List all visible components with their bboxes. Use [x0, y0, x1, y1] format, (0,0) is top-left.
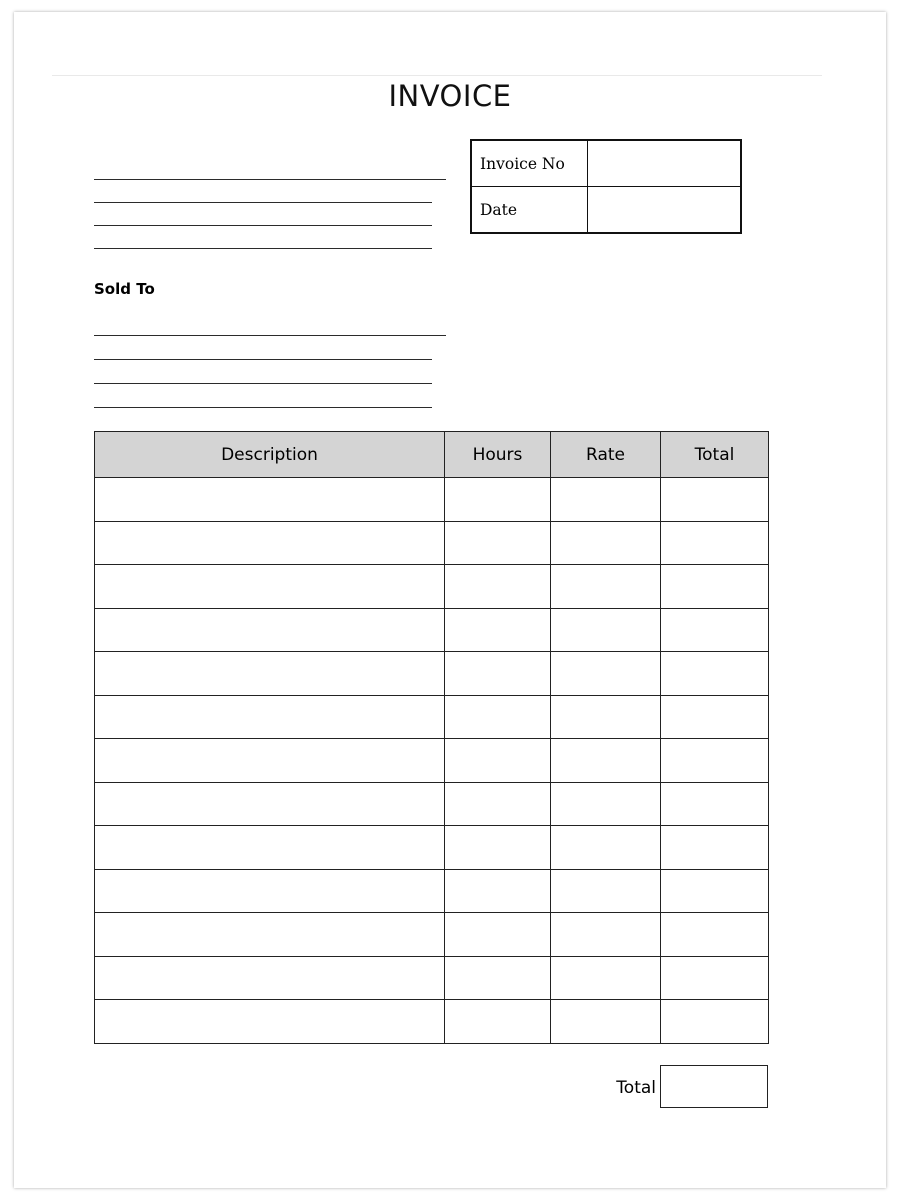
- table-row: [95, 1000, 769, 1044]
- cell-description[interactable]: [95, 826, 445, 870]
- cell-rate[interactable]: [551, 739, 661, 783]
- table-row: [95, 478, 769, 522]
- cell-hours[interactable]: [445, 652, 551, 696]
- cell-rate[interactable]: [551, 608, 661, 652]
- grand-total-label: Total: [616, 1078, 656, 1098]
- seller-address-line[interactable]: [94, 203, 432, 226]
- page-title: INVOICE: [388, 79, 512, 113]
- column-header-total: Total: [661, 432, 769, 478]
- cell-total[interactable]: [661, 565, 769, 609]
- buyer-address-line[interactable]: [94, 312, 446, 336]
- cell-description[interactable]: [95, 913, 445, 957]
- table-row: [472, 141, 741, 187]
- cell-hours[interactable]: [445, 826, 551, 870]
- cell-rate[interactable]: [551, 695, 661, 739]
- seller-address-line[interactable]: [94, 180, 432, 203]
- cell-total[interactable]: [661, 695, 769, 739]
- cell-hours[interactable]: [445, 478, 551, 522]
- cell-description[interactable]: [95, 608, 445, 652]
- cell-total[interactable]: [661, 869, 769, 913]
- buyer-address-line[interactable]: [94, 384, 432, 408]
- column-header-rate: Rate: [551, 432, 661, 478]
- table-header-row: [95, 432, 769, 478]
- cell-total[interactable]: [661, 478, 769, 522]
- table-row: [95, 652, 769, 696]
- cell-hours[interactable]: [445, 869, 551, 913]
- column-header-hours: Hours: [445, 432, 551, 478]
- cell-rate[interactable]: [551, 565, 661, 609]
- cell-total[interactable]: [661, 782, 769, 826]
- cell-hours[interactable]: [445, 913, 551, 957]
- cell-description[interactable]: [95, 956, 445, 1000]
- cell-hours[interactable]: [445, 739, 551, 783]
- cell-description[interactable]: [95, 478, 445, 522]
- invoice-page: [14, 12, 886, 1188]
- column-header-description: Description: [95, 432, 445, 478]
- cell-total[interactable]: [661, 739, 769, 783]
- sold-to-heading: Sold To: [94, 280, 155, 298]
- cell-hours[interactable]: [445, 695, 551, 739]
- table-row: [472, 187, 741, 233]
- header-divider: [52, 75, 822, 76]
- cell-rate[interactable]: [551, 869, 661, 913]
- cell-hours[interactable]: [445, 782, 551, 826]
- cell-hours[interactable]: [445, 521, 551, 565]
- cell-description[interactable]: [95, 782, 445, 826]
- table-row: [95, 608, 769, 652]
- cell-total[interactable]: [661, 608, 769, 652]
- table-row: [95, 521, 769, 565]
- grand-total-field[interactable]: [660, 1065, 768, 1108]
- cell-hours[interactable]: [445, 565, 551, 609]
- table-row: [95, 739, 769, 783]
- cell-total[interactable]: [661, 913, 769, 957]
- table-row: [95, 565, 769, 609]
- cell-total[interactable]: [661, 826, 769, 870]
- invoice-meta-box: [470, 139, 742, 234]
- cell-rate[interactable]: [551, 782, 661, 826]
- cell-hours[interactable]: [445, 608, 551, 652]
- cell-rate[interactable]: [551, 521, 661, 565]
- seller-address-line[interactable]: [94, 157, 446, 180]
- cell-rate[interactable]: [551, 652, 661, 696]
- cell-total[interactable]: [661, 521, 769, 565]
- invoice-no-field[interactable]: [587, 141, 740, 187]
- cell-description[interactable]: [95, 869, 445, 913]
- table-row: [95, 782, 769, 826]
- cell-hours[interactable]: [445, 956, 551, 1000]
- invoice-no-label: Invoice No: [472, 141, 588, 187]
- table-row: [95, 826, 769, 870]
- cell-description[interactable]: [95, 695, 445, 739]
- cell-description[interactable]: [95, 521, 445, 565]
- cell-rate[interactable]: [551, 913, 661, 957]
- line-items-table: [94, 431, 769, 1044]
- table-row: [95, 869, 769, 913]
- sold-to-address-block: [94, 312, 446, 408]
- cell-total[interactable]: [661, 956, 769, 1000]
- buyer-address-line[interactable]: [94, 336, 432, 360]
- cell-description[interactable]: [95, 652, 445, 696]
- cell-total[interactable]: [661, 1000, 769, 1044]
- cell-description[interactable]: [95, 565, 445, 609]
- buyer-address-line[interactable]: [94, 360, 432, 384]
- cell-rate[interactable]: [551, 1000, 661, 1044]
- grand-total-row: [94, 1065, 768, 1108]
- date-label: Date: [472, 187, 588, 233]
- cell-rate[interactable]: [551, 826, 661, 870]
- cell-rate[interactable]: [551, 478, 661, 522]
- seller-address-line[interactable]: [94, 226, 432, 249]
- cell-total[interactable]: [661, 652, 769, 696]
- cell-hours[interactable]: [445, 1000, 551, 1044]
- cell-rate[interactable]: [551, 956, 661, 1000]
- date-field[interactable]: [587, 187, 740, 233]
- cell-description[interactable]: [95, 1000, 445, 1044]
- seller-address-block: [94, 157, 446, 249]
- table-row: [95, 695, 769, 739]
- cell-description[interactable]: [95, 739, 445, 783]
- table-row: [95, 956, 769, 1000]
- table-row: [95, 913, 769, 957]
